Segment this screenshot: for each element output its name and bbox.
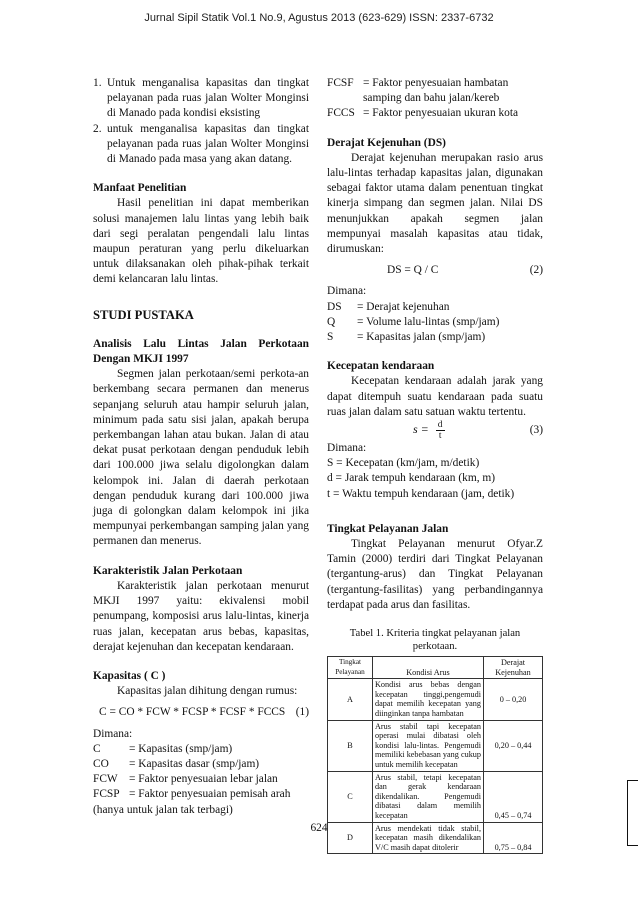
formula-3-denominator: t: [438, 431, 442, 442]
tingkat-paragraph: Tingkat Pelayanan menurut Ofyar.Z Tamin (2000) terdiri dari Tingkat Pelayanan (tergantung-arus) dan Tingkat Pelayanan (tergantung-fasilitas) yang perbandingannya terdapat pada arus dan fasilitas.: [327, 538, 543, 611]
kecepatan-heading: Kecepatan kendaraan: [327, 360, 435, 373]
definition-text: = Kapasitas (smp/jam): [129, 742, 233, 755]
list-item: [93, 76, 309, 122]
formula-3-numerator: d: [437, 420, 443, 431]
left-column: [93, 76, 309, 818]
formula-1-number: (1): [295, 706, 309, 719]
definition-line: S = Kecepatan (km/jam, m/detik): [327, 457, 480, 470]
table-cell-level: C: [328, 771, 373, 822]
definition-text: = Faktor penyesuaian lebar jalan: [129, 773, 278, 786]
definition-row: [327, 76, 543, 106]
dimana-label: Dimana:: [327, 285, 367, 298]
formula-3-lhs: s =: [413, 422, 429, 437]
formula-2: [327, 263, 543, 278]
definition-text: = Kapasitas dasar (smp/jam): [129, 757, 260, 770]
formula-2-number: (2): [529, 264, 543, 277]
list-item-text: untuk menganalisa kapasitas dan tingkat pelayanan pada ruas jalan Wolter Monginsi di Manado pada masa yang akan datang.: [107, 122, 309, 166]
definition-line: t = Waktu tempuh kendaraan (jam, detik): [327, 487, 515, 500]
table-cell-level: A: [328, 679, 373, 720]
table-row: [328, 771, 543, 822]
definition-symbol: FCW: [93, 773, 118, 786]
right-column: [327, 76, 543, 854]
list-item-number: 2.: [93, 122, 102, 135]
table-cell-ds: 0 – 0,20: [484, 679, 543, 720]
definition-symbol: DS: [327, 300, 342, 313]
table-header: Tingkat Pelayanan: [328, 657, 373, 679]
table-header-row: [328, 657, 543, 679]
definition-symbol: CO: [93, 757, 109, 770]
definition-text: = Derajat kejenuhan: [357, 300, 450, 313]
page-number: 624: [310, 822, 328, 834]
definition-text: = Kapasitas jalan (smp/jam): [357, 331, 486, 344]
table-caption-line-1: Tabel 1. Kriteria tingkat pelayanan jalan: [349, 628, 521, 640]
table-header: Kondisi Arus: [373, 657, 484, 679]
table-cell-ds: 0,75 – 0,84: [484, 822, 543, 854]
tingkat-heading: Tingkat Pelayanan Jalan: [327, 522, 449, 535]
kapasitas-heading: Kapasitas ( C ): [93, 669, 166, 682]
table-cell-kondisi: Arus stabil tapi kecepatan operasi mulai dibatasi oleh kondisi lalu-lintas. Pengemudi memiliki kebebasan yang cukup untuk memilih kecepatan: [373, 720, 484, 771]
formula-1: [93, 705, 309, 720]
formula-3-fraction: [436, 420, 445, 441]
table-cell-ds: 0,20 – 0,44: [484, 720, 543, 771]
definition-row: [93, 742, 309, 757]
table-cell-kondisi: Kondisi arus bebas dengan kecepatan tinggi,pengemudi dapat memilih kecepatan yang diinginkan tanpa hambatan: [373, 679, 484, 720]
kecepatan-paragraph: Kecepatan kendaraan adalah jarak yang dapat ditempuh suatu kendaraan pada suatu ruas jalan dalam satu satuan waktu tertentu.: [327, 375, 543, 418]
definition-text: = Volume lalu-lintas (smp/jam): [357, 315, 500, 328]
studi-pustaka-heading: STUDI PUSTAKA: [93, 307, 194, 322]
definition-symbol: C: [93, 742, 101, 755]
table-row: [328, 720, 543, 771]
definition-row: [327, 330, 543, 345]
definition-symbol: S: [327, 331, 334, 344]
dimana-label: Dimana:: [327, 442, 367, 455]
dimana-label: Dimana:: [93, 727, 133, 740]
definition-row: [93, 757, 309, 772]
table-cell-level: D: [328, 822, 373, 854]
definition-line: d = Jarak tempuh kendaraan (km, m): [327, 472, 496, 485]
definition-row: [327, 315, 543, 330]
manfaat-heading: Manfaat Penelitian: [93, 182, 187, 195]
ds-heading: Derajat Kejenuhan (DS): [327, 136, 446, 149]
definition-text: = Faktor penyesuaian hambatan samping dan bahu jalan/kereb: [363, 77, 509, 105]
table-cell-ds: 0,45 – 0,74: [484, 771, 543, 822]
side-margin-mark: [627, 780, 638, 846]
definition-tail: (hanya untuk jalan tak terbagi): [93, 803, 233, 816]
kapasitas-paragraph: Kapasitas jalan dihitung dengan rumus:: [117, 685, 298, 698]
ds-paragraph: Derajat kejenuhan merupakan rasio arus lalu-lintas terhadap kapasitas jalan, digunakan sebagai faktor utama dalam penentuan tingkat kinerja simpang dan segmen jalan. Nilai DS menunjukkan apakah segmen jalan mempunyai masalah kapasitas atau tidak, dirumuskan:: [327, 151, 543, 256]
definition-row: [327, 300, 543, 315]
list-item: [93, 122, 309, 168]
analisis-heading: Analisis Lalu Lintas Jalan Perkotaan Dengan MKJI 1997: [93, 337, 309, 366]
table-cell-level: B: [328, 720, 373, 771]
karakteristik-paragraph: Karakteristik jalan perkotaan menurut MKJI 1997 yaitu: ekivalensi mobil penumpang, komposisi arus lalu-lintas, kinerja ruas jalan, kecepatan arus bebas, kapasitas, derajat kejenuhan dan kecepatan kendaraan.: [93, 579, 309, 653]
table-caption: [327, 627, 543, 653]
table-cell-kondisi: Arus mendekati tidak stabil, kecepatan masih dikendalikan V/C masih dapat ditolerir: [373, 822, 484, 854]
journal-header: Jurnal Sipil Statik Vol.1 No.9, Agustus 2013 (623-629) ISSN: 2337-6732: [144, 12, 494, 24]
table-cell-kondisi: Arus stabil, tetapi kecepatan dan gerak kendaraan dikendalikan. Pengemudi dibatasi dalam memilih kecepatan: [373, 771, 484, 822]
definition-symbol: FCSP: [93, 788, 120, 801]
list-item-number: 1.: [93, 77, 102, 89]
list-item-text: Untuk menganalisa kapasitas dan tingkat pelayanan pada ruas jalan Wolter Monginsi di Manado pada kondisi eksisting: [107, 77, 309, 120]
analisis-paragraph: Segmen jalan perkotaan/semi perkota-an berkembang secara permanen dan menerus sepanjang seluruh atau hampir seluruh jalan, minimum pada satu sisi jalan, apakah berupa perkembangan lahan atau bukan. Jalan di atau dekat pusat perkotaan dengan penduduk lebih dari 100.000 jiwa selalu digolongkan dalam kelompok ini. Jalan di daerah perkotaan dengan penduduk kurang dari 100.000 jiwa juga di golongkan dalam kelompok ini jika mempunyai perkembangan samping jalan yang permanen dan menerus.: [93, 368, 309, 548]
definition-row: [93, 772, 309, 787]
objectives-list: [93, 76, 309, 167]
karakteristik-heading: Karakteristik Jalan Perkotaan: [93, 564, 243, 577]
definition-symbol: Q: [327, 315, 336, 328]
table-caption-line-2: perkotaan.: [412, 641, 458, 653]
manfaat-paragraph: Hasil penelitian ini dapat memberikan solusi manajemen lalu lintas yang lebih baik dari segi peralatan pengendali lalu lintas maupun peraturan yang perlu dikeluarkan untuk dilaksanakan oleh pihak-pihak terkait demi kelancaran lalu lintas.: [93, 197, 309, 286]
formula-3: [327, 420, 543, 441]
definition-row: [327, 106, 543, 121]
definition-symbol: FCCS: [327, 107, 355, 120]
definition-text: = Faktor penyesuaian ukuran kota: [363, 107, 519, 120]
definition-symbol: FCSF: [327, 77, 354, 89]
definition-text: = Faktor penyesuaian pemisah arah: [129, 788, 291, 801]
formula-2-expression: DS = Q / C: [387, 264, 439, 277]
formula-3-number: (3): [529, 423, 543, 436]
definition-row: [93, 787, 309, 802]
formula-1-expression: C = CO * FCW * FCSP * FCSF * FCCS: [99, 706, 286, 719]
table-row: [328, 679, 543, 720]
table-header: Derajat Kejenuhan: [484, 657, 543, 679]
